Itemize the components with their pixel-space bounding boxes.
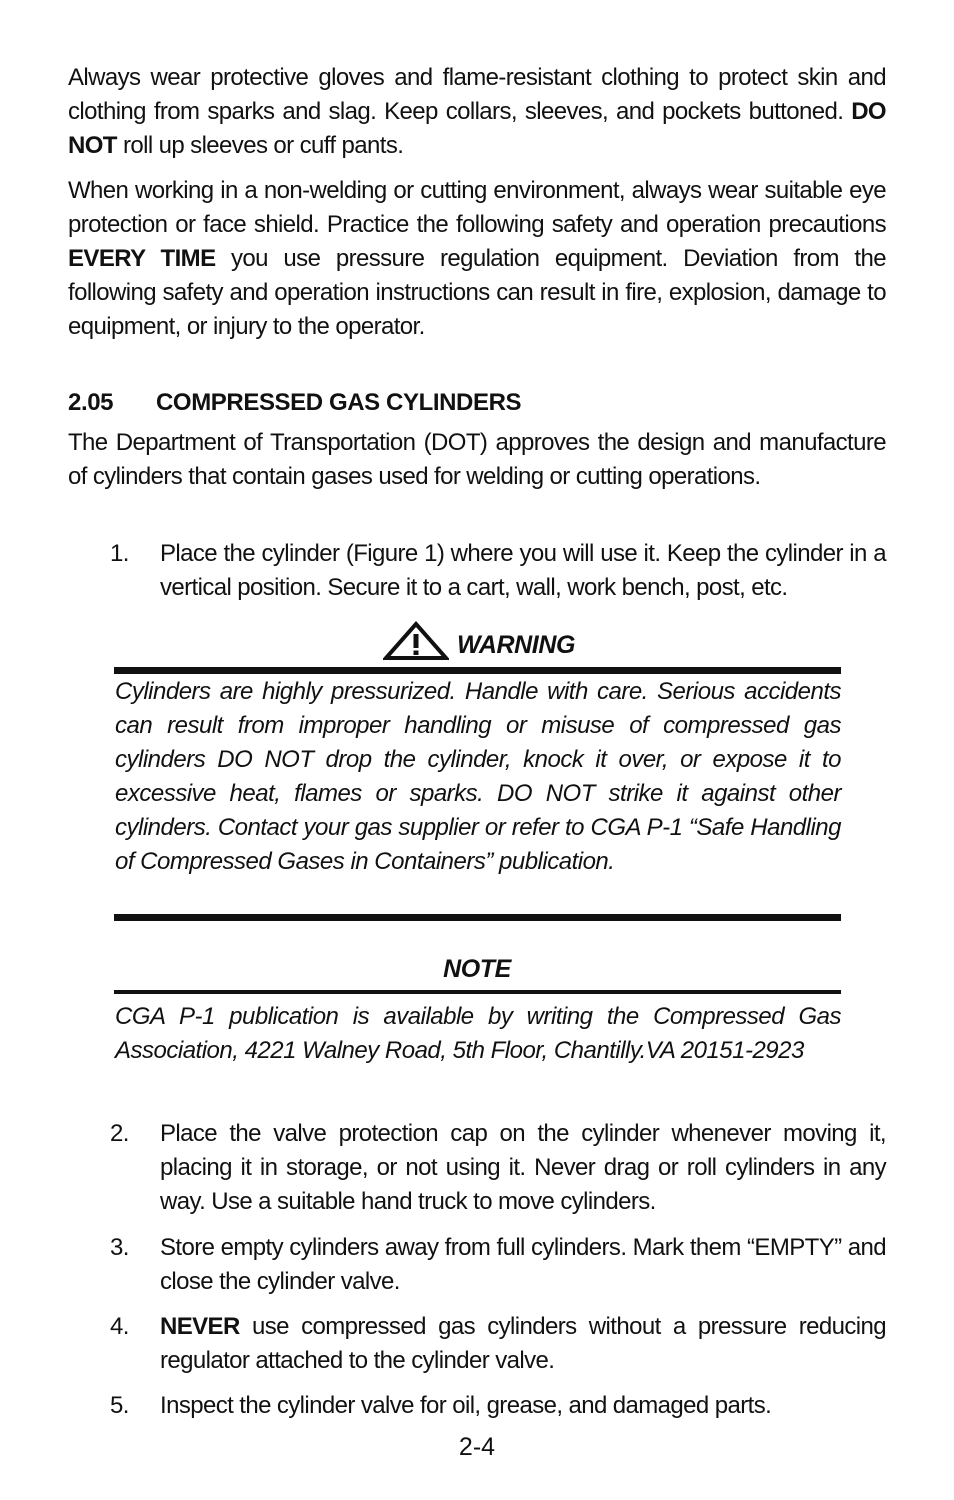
list-item-number: 4. <box>110 1313 129 1340</box>
list-item-emphasis: NEVER <box>160 1313 240 1340</box>
list-item-text: Inspect the cylinder valve for oil, grease, and damaged parts. <box>160 1392 772 1419</box>
intro-p1-text: Always wear protective gloves and flame-resistant clothing to protect skin and clothing from sparks and slag. Keep collars, sleeves, and pockets buttoned. <box>68 64 886 125</box>
list-item-text: Store empty cylinders away from full cylinders. Mark them “EMPTY” and close the cylinder valve. <box>160 1234 886 1295</box>
list-item-text <box>160 1310 886 1378</box>
note-rule <box>114 990 841 994</box>
intro-paragraph-2 <box>68 174 886 344</box>
list-item-text-rest: use compressed gas cylinders without a pressure reducing regulator attached to the cylinder valve. <box>160 1313 886 1374</box>
list-item-number: 5. <box>110 1392 129 1419</box>
list-item-text: Place the valve protection cap on the cylinder whenever moving it, placing it in storage, or not using it. Never drag or roll cylinders in any way. Use a suitable hand truck to move cylinders. <box>160 1120 886 1215</box>
warning-text: Cylinders are highly pressurized. Handle with care. Serious accidents can result from improper handling or misuse of compressed gas cylinders DO NOT drop the cylinder, knock it over, or expose it to excessive heat, flames or sparks. DO NOT strike it against other cylinders. Contact your gas supplier or refer to CGA P-1 “Safe Handling of Compressed Gases in Containers” publication. <box>115 678 841 875</box>
warning-heading <box>383 621 603 663</box>
intro-p1-emphasis: DO NOT <box>68 98 886 159</box>
list-item-4 <box>110 1310 886 1378</box>
page-number: 2-4 <box>458 1433 496 1461</box>
note-text: CGA P-1 publication is available by writing the Compressed Gas Association, 4221 Walney Road, 5th Floor, Chantilly.VA 20151-2923 <box>115 1003 841 1064</box>
section-number: 2.05 <box>68 389 114 416</box>
warning-top-rule <box>114 667 841 674</box>
list-item-number: 1. <box>110 540 129 567</box>
intro-p2-text-end: you use pressure regulation equipment. Deviation from the following safety and operation instructions can result in fire, explosion, damage to equipment, or injury to the operator. <box>68 245 886 340</box>
warning-triangle-icon <box>383 621 449 661</box>
list-item-2 <box>110 1117 886 1219</box>
intro-paragraph-1 <box>68 61 886 163</box>
list-item-3 <box>110 1231 886 1299</box>
section-title: COMPRESSED GAS CYLINDERS <box>156 389 522 416</box>
section-intro: The Department of Transportation (DOT) approves the design and manufacture of cylinders that contain gases used for welding or cutting operations. <box>68 429 886 490</box>
section-heading <box>68 386 521 420</box>
note-label: NOTE <box>443 955 511 983</box>
intro-p1-text-end: roll up sleeves or cuff pants. <box>116 132 404 159</box>
list-item-1 <box>110 537 886 605</box>
list-item-text: Place the cylinder (Figure 1) where you will use it. Keep the cylinder in a vertical position. Secure it to a cart, wall, work bench, post, etc. <box>160 540 886 601</box>
list-item-number: 3. <box>110 1234 129 1261</box>
list-item-number: 2. <box>110 1120 129 1147</box>
intro-p2-text: When working in a non-welding or cutting environment, always wear suitable eye protection or face shield. Practice the following safety and operation precautions <box>68 177 886 238</box>
intro-p2-emphasis: EVERY TIME <box>68 245 216 272</box>
list-item-5 <box>110 1389 886 1423</box>
warning-bottom-rule <box>114 914 841 921</box>
warning-label: WARNING <box>457 631 576 659</box>
